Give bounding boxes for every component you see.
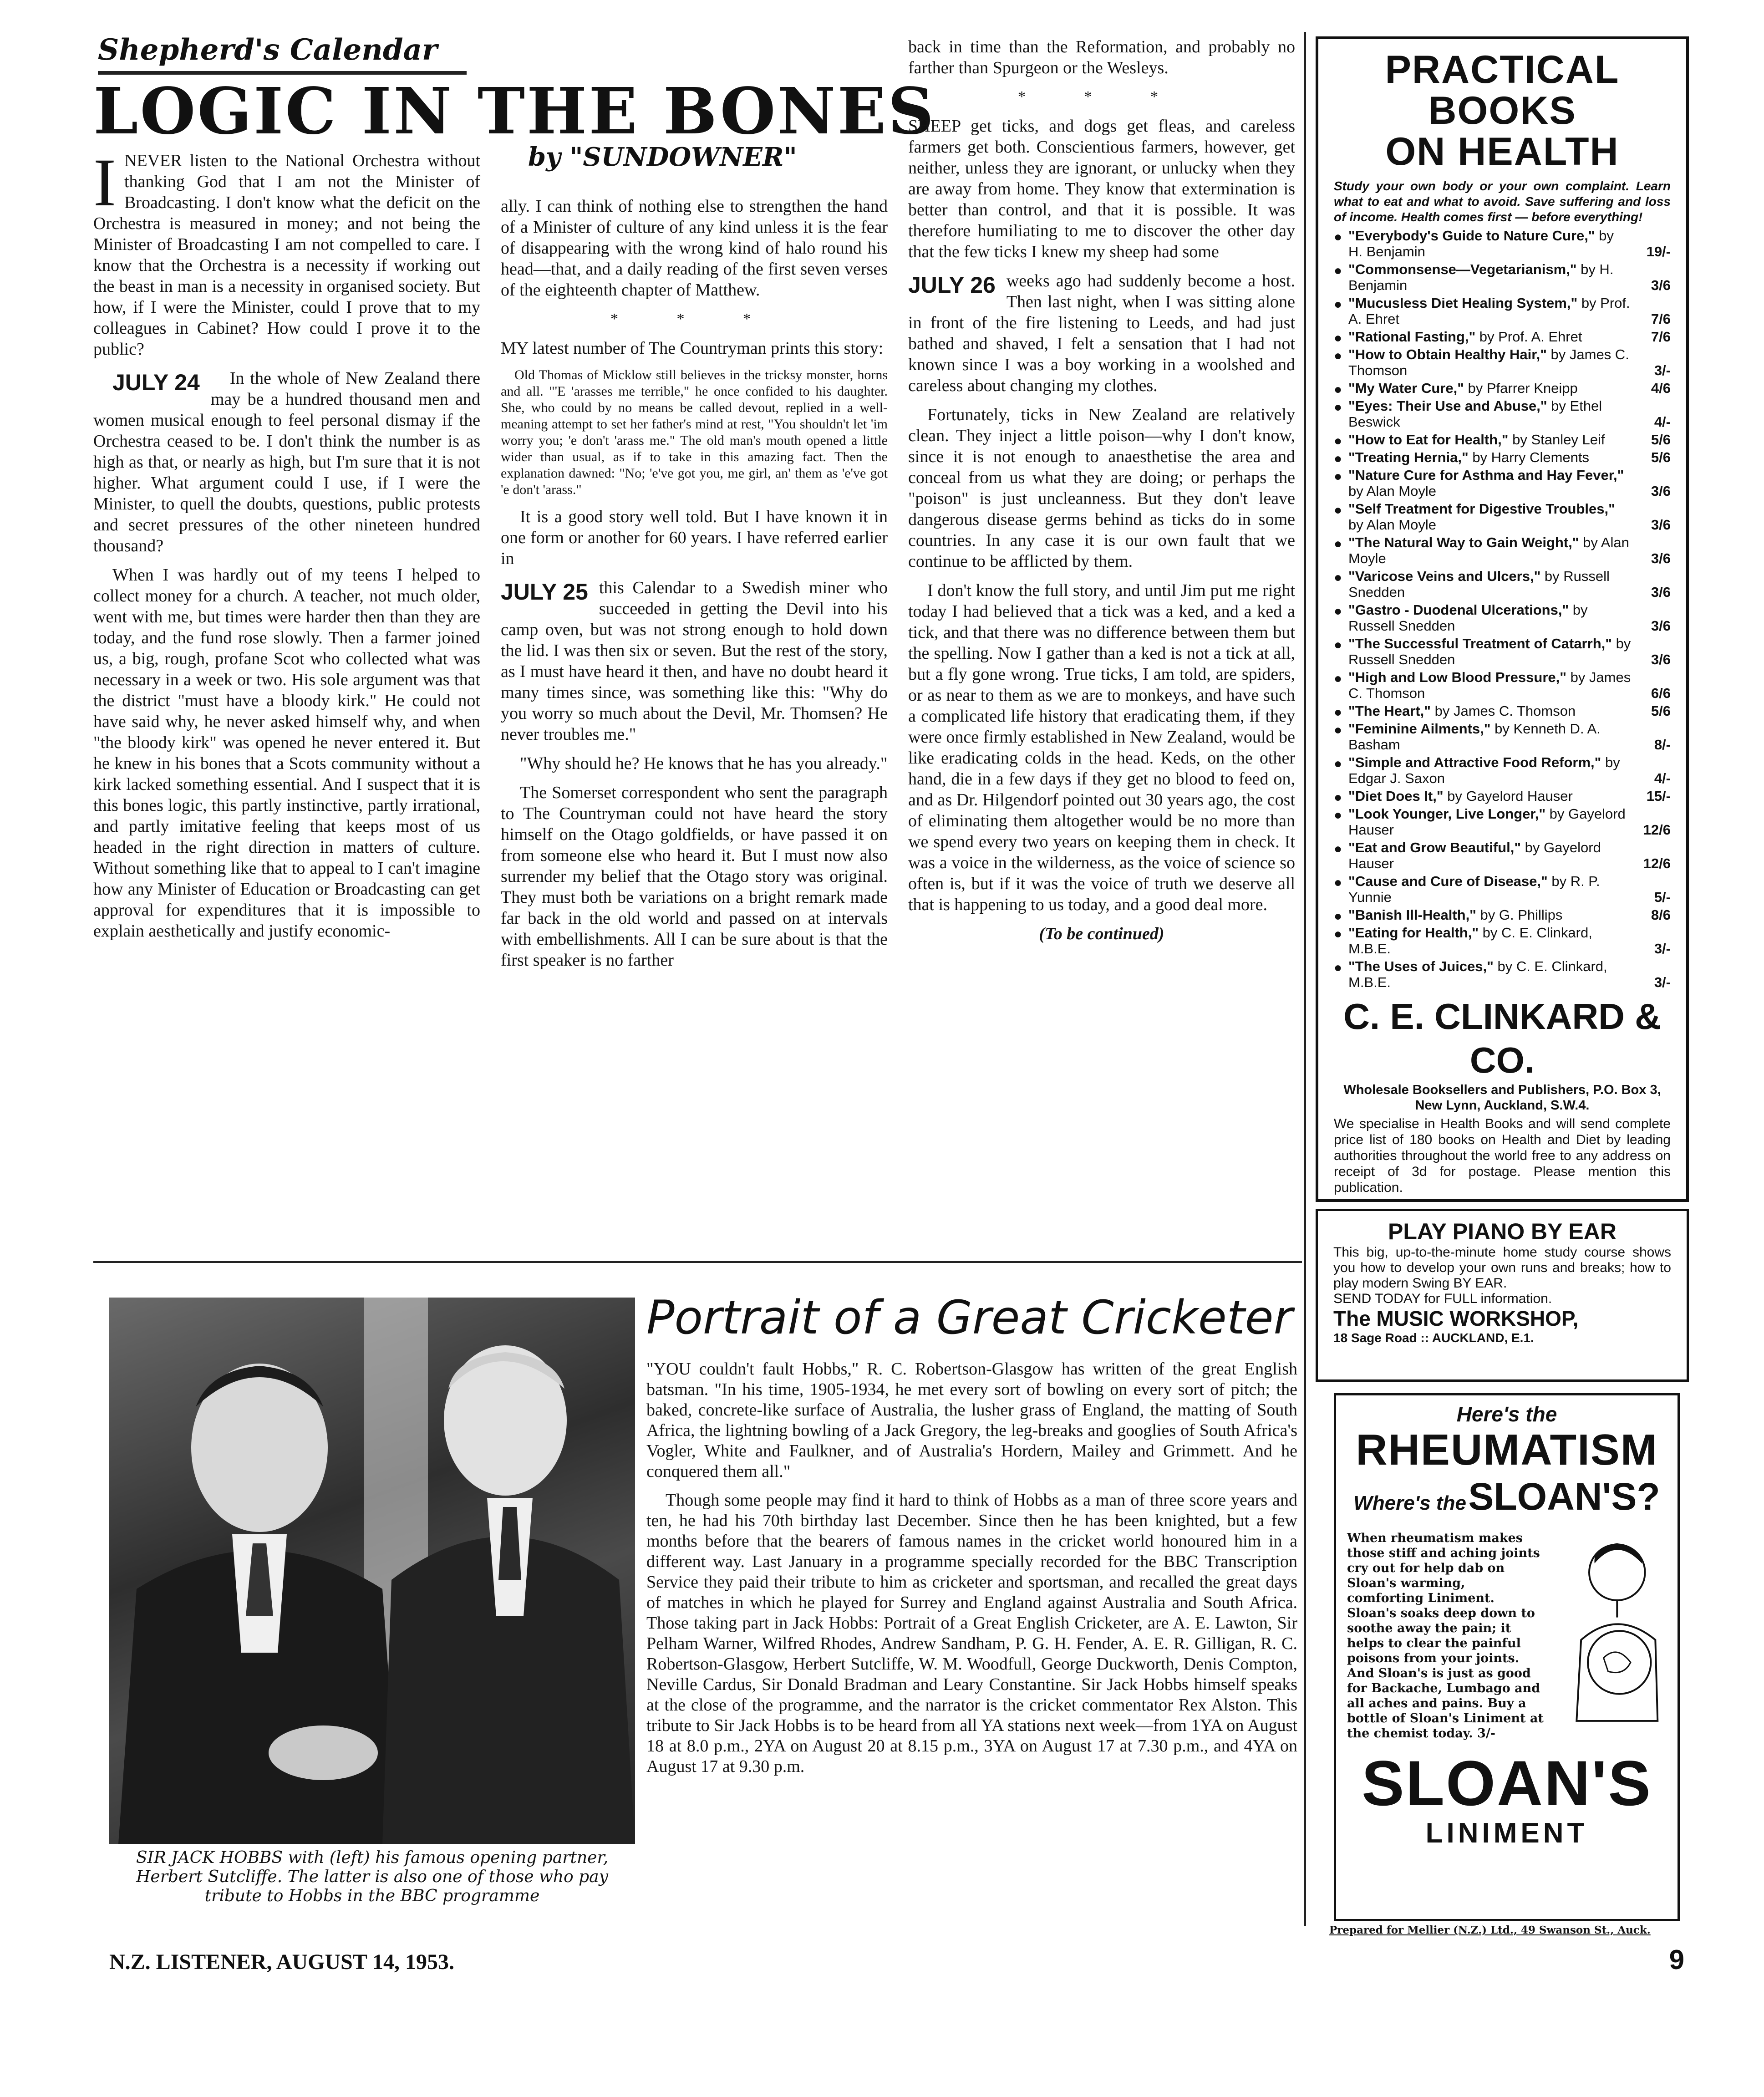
bullet-icon: ● bbox=[1334, 400, 1342, 415]
book-title: "Banish Ill-Health," bbox=[1348, 907, 1476, 923]
book-title: "Eyes: Their Use and Abuse," bbox=[1348, 398, 1547, 414]
book-list bbox=[1334, 228, 1671, 990]
book-author: by R. P. Yunnie bbox=[1348, 873, 1600, 905]
book-item bbox=[1334, 636, 1671, 667]
book-title: "Simple and Attractive Food Reform," bbox=[1348, 754, 1601, 770]
article-paragraph: back in time than the Reformation, and probably no farther than Spurgeon or the Wesleys. bbox=[908, 37, 1295, 77]
sloans-heres: Here's the bbox=[1456, 1402, 1557, 1426]
cricket-article bbox=[646, 1359, 1297, 1896]
book-author: by Pfarrer Kneipp bbox=[1468, 380, 1578, 396]
sloans-liniment: LINIMENT bbox=[1425, 1817, 1588, 1849]
bullet-icon: ● bbox=[1334, 841, 1342, 856]
bullet-icon: ● bbox=[1334, 451, 1342, 466]
book-item bbox=[1334, 329, 1671, 345]
book-title: "Eating for Health," bbox=[1348, 925, 1479, 941]
book-title: "Diet Does It," bbox=[1348, 788, 1444, 804]
book-title: "Eat and Grow Beautiful," bbox=[1348, 840, 1521, 855]
bullet-icon: ● bbox=[1334, 570, 1342, 585]
article-paragraph: It is a good story well told. But I have known it in one form or another for 60 years. I have referred earlier in bbox=[501, 507, 888, 568]
dateline: JULY 25 bbox=[501, 579, 588, 605]
bullet-icon: ● bbox=[1334, 382, 1342, 397]
book-title: "Gastro - Duodenal Ulcerations," bbox=[1348, 602, 1569, 618]
book-title: "Rational Fasting," bbox=[1348, 329, 1476, 345]
book-price: 8/6 bbox=[1648, 907, 1671, 923]
book-author: by Prof. A. Ehret bbox=[1348, 295, 1630, 327]
article-column-2 bbox=[501, 196, 888, 1257]
ad-title-line-2: ON HEALTH bbox=[1385, 130, 1619, 173]
book-item bbox=[1334, 380, 1671, 396]
book-price: 4/- bbox=[1652, 770, 1671, 786]
book-title: "The Heart," bbox=[1348, 703, 1431, 719]
book-item bbox=[1334, 467, 1671, 499]
paragraph-text: NEVER listen to the National Orchestra without thanking God that I am not the Minister of Broadcasting. I don't know what the deficit on the Orchestra is measured in money; and not being the Minister of Broadcasting I am not compelled to care. I know that the Orchestra is a necessity if working out the beast in man is a necessity in organised society. But how, if I were the Minister, could I prove that to my colleagues in Cabinet? How could I prove it to the public? bbox=[93, 151, 480, 359]
book-price: 3/6 bbox=[1648, 651, 1671, 667]
book-title: "Varicose Veins and Ulcers," bbox=[1348, 568, 1541, 584]
book-item bbox=[1334, 261, 1671, 293]
book-item bbox=[1334, 228, 1671, 260]
book-author: by Gayelord Hauser bbox=[1348, 840, 1601, 871]
book-title: "How to Obtain Healthy Hair," bbox=[1348, 346, 1547, 362]
book-author: by Russell Snedden bbox=[1348, 602, 1588, 634]
book-price: 5/6 bbox=[1648, 449, 1671, 465]
bullet-icon: ● bbox=[1334, 229, 1342, 244]
book-author: by Alan Moyle bbox=[1348, 517, 1436, 533]
column-rule bbox=[1304, 32, 1306, 1926]
book-price: 3/6 bbox=[1648, 618, 1671, 634]
book-author: by Gayelord Hauser bbox=[1447, 788, 1573, 804]
book-price: 3/- bbox=[1652, 362, 1671, 378]
bullet-icon: ● bbox=[1334, 469, 1342, 484]
book-author: by Alan Moyle bbox=[1348, 483, 1436, 499]
book-item bbox=[1334, 432, 1671, 448]
quote-text: Old Thomas of Micklow still believes in the tricksy monster, horns and all. "'E 'arasses me terrible," he once confided to his daughter. She, who could by no means be called devout, replied in a well-meaning attempt to set her father's mind at rest, "You shouldn't let 'im worry you; 'e don't 'arass me." The old man's mouth opened a little wider than usual, as if to take in this amazing fact. Then the explanation dawned: "No; 'e've got you, me girl, an' them as 'e've got 'e don't 'arass." bbox=[501, 367, 888, 497]
bullet-icon: ● bbox=[1334, 348, 1342, 363]
book-author: by Gayelord Hauser bbox=[1348, 806, 1626, 838]
book-price: 5/- bbox=[1652, 889, 1671, 905]
article-column-3 bbox=[908, 36, 1295, 1257]
bullet-icon: ● bbox=[1334, 723, 1342, 738]
book-author: by C. E. Clinkard, M.B.E. bbox=[1348, 958, 1607, 990]
book-item bbox=[1334, 840, 1671, 871]
quoted-story bbox=[501, 367, 888, 498]
book-author: by James C. Thomson bbox=[1434, 703, 1576, 719]
bullet-icon: ● bbox=[1334, 433, 1342, 448]
book-title: "Feminine Ailments," bbox=[1348, 721, 1491, 737]
book-title: "Treating Hernia," bbox=[1348, 449, 1469, 465]
piano-company: The MUSIC WORKSHOP, bbox=[1333, 1307, 1579, 1330]
article-paragraph: I don't know the full story, and until Jim put me right today I had believed that a tick was a ked, and a ked a tick, and that there was no difference between them but the spelling. Now I gather than a ked is not a tick at all, but a fly gone wrong. True ticks, I am told, are spiders, or as near to them as we are to monkeys, and have such a complicated life history that eradicating them, if they were once firmly established in New Zealand, would be like eradicating colds in the head. Keds, on the other hand, die in a few days if they get no blood to feed on, and as Dr. Hilgendorf pointed out 30 years ago, the cost of eliminating them altogether would be no more than we spend every two years on keeping them in check. It was a voice in the wilderness, as the voice of science so often is, but if it was the voice of truth we deserve all that is happening to us today, and a good deal more. bbox=[908, 581, 1295, 914]
piano-send: SEND TODAY for FULL information. bbox=[1333, 1291, 1552, 1306]
company-address: Wholesale Booksellers and Publishers, P.O. Box 3, New Lynn, Auckland, S.W.4. bbox=[1343, 1083, 1661, 1113]
book-item bbox=[1334, 754, 1671, 786]
book-title: "Look Younger, Live Longer," bbox=[1348, 806, 1546, 822]
book-item bbox=[1334, 295, 1671, 327]
book-author: by Alan Moyle bbox=[1348, 534, 1629, 566]
article-paragraph: Fortunately, ticks in New Zealand are relatively clean. They inject a little poison—why I don't know, since it is not enough to anaesthetise the area and conceal from us what they are doing; or perhaps the "poison" is just uncleanness. But they don't leave dangerous disease germs behind as ticks do in some countries. In any case it is our own fault that we continue to be afflicted by them. bbox=[908, 405, 1295, 571]
article-paragraph: ally. I can think of nothing else to strengthen the hand of a Minister of culture of any kind unless it is the fear of disappearing with the wrong kind of halo round his head—that, and a daily reading of the first seven verses of the eighteenth chapter of Matthew. bbox=[501, 197, 888, 300]
book-price: 3/- bbox=[1652, 941, 1671, 957]
book-title: "The Uses of Juices," bbox=[1348, 958, 1494, 974]
article-paragraph: MY latest number of The Countryman prints this story: bbox=[501, 339, 884, 358]
bullet-icon: ● bbox=[1334, 671, 1342, 686]
book-item bbox=[1334, 449, 1671, 465]
book-author: by Stanley Leif bbox=[1512, 432, 1605, 448]
book-price: 6/6 bbox=[1648, 685, 1671, 701]
book-title: "The Natural Way to Gain Weight," bbox=[1348, 534, 1579, 550]
book-price: 3/6 bbox=[1648, 517, 1671, 533]
paragraph-text: this Calendar to a Swedish miner who succeeded in getting the Devil into his camp oven, but was not strong enough to hold down the lid. I was then six or seven. But the rest of the story, as I must have heard it then, and have no doubt heard it many times since, was something like this: "Why do you worry so much about the Devil, Mr. Thomsen? He never troubles me." bbox=[501, 578, 888, 744]
article-paragraph: The Somerset correspondent who sent the paragraph to The Countryman could not have heard the story himself on the Otago goldfields, or have passed it on from someone else who heard it. But I must now also surrender my belief that the Otago story was original. They must both be variations on a bright remark made far back in the old world and passed on at intervals with embellishments. All I can be sure about is that the first speaker is no farther bbox=[501, 783, 888, 970]
woman-illustration-icon bbox=[1550, 1531, 1667, 1749]
bullet-icon: ● bbox=[1334, 875, 1342, 890]
book-price: 4/6 bbox=[1648, 380, 1671, 396]
bullet-icon: ● bbox=[1334, 297, 1342, 312]
book-author: by Russell Snedden bbox=[1348, 568, 1610, 600]
book-price: 8/- bbox=[1652, 737, 1671, 753]
bullet-icon: ● bbox=[1334, 263, 1342, 278]
book-price: 7/6 bbox=[1648, 311, 1671, 327]
section-label: Shepherd's Calendar bbox=[98, 33, 437, 67]
book-price: 15/- bbox=[1644, 788, 1671, 804]
book-item bbox=[1334, 501, 1671, 533]
bullet-icon: ● bbox=[1334, 909, 1342, 924]
company-name: C. E. CLINKARD & CO. bbox=[1343, 996, 1661, 1080]
book-price: 12/6 bbox=[1641, 855, 1671, 871]
book-author: by C. E. Clinkard, M.B.E. bbox=[1348, 925, 1592, 957]
book-title: "The Successful Treatment of Catarrh," bbox=[1348, 636, 1612, 651]
book-price: 3/6 bbox=[1648, 584, 1671, 600]
hobbs-sutcliffe-photo bbox=[109, 1298, 635, 1844]
book-author: by H. Benjamin bbox=[1348, 228, 1614, 260]
article-paragraph bbox=[908, 270, 1295, 396]
book-title: "How to Eat for Health," bbox=[1348, 432, 1509, 448]
book-title: "Mucusless Diet Healing System," bbox=[1348, 295, 1578, 311]
book-item bbox=[1334, 788, 1671, 804]
book-author: by Harry Clements bbox=[1472, 449, 1589, 465]
book-price: 7/6 bbox=[1648, 329, 1671, 345]
ad-intro: Study your own body or your own complaint. Learn what to eat and what to avoid. Save suffering and loss of income. Health comes first — before everything! bbox=[1334, 179, 1671, 224]
bullet-icon: ● bbox=[1334, 960, 1342, 975]
book-item bbox=[1334, 398, 1671, 430]
paragraph-text: weeks ago had suddenly become a host. Then last night, when I was sitting alone in front of the fire listening to Leeds, and had just bathed and shaved, I felt a sensation that I had not known since I was a boy working in a woolshed and careless about changing my clothes. bbox=[908, 271, 1295, 395]
book-price: 19/- bbox=[1644, 244, 1671, 260]
bullet-icon: ● bbox=[1334, 705, 1342, 720]
book-price: 3/6 bbox=[1648, 483, 1671, 499]
book-item bbox=[1334, 925, 1671, 957]
publication-footer: N.Z. LISTENER, AUGUST 14, 1953. bbox=[109, 1950, 454, 1974]
bullet-icon: ● bbox=[1334, 331, 1342, 346]
ad-title-line-1: PRACTICAL BOOKS bbox=[1385, 48, 1620, 132]
book-price: 12/6 bbox=[1641, 822, 1671, 838]
article-paragraph bbox=[93, 145, 480, 360]
sloans-wheres bbox=[1347, 1474, 1667, 1531]
byline: by "SUNDOWNER" bbox=[528, 142, 797, 172]
bullet-icon: ● bbox=[1334, 637, 1342, 652]
photo-figures-icon bbox=[109, 1298, 635, 1844]
paragraph-text: In the whole of New Zealand there may be a hundred thousand men and women musical enough to feel personal dismay if the Orchestra ceased to be. I don't think the number is as high as that, or nearly as high, but I'm sure that it is not higher. What argument could I use, if I were the Minister, to quell the doubts, questions, public protests and secret pressures of the other nineteen hundred thousand? bbox=[93, 369, 480, 555]
article-paragraph bbox=[93, 368, 480, 556]
piano-advertisement bbox=[1316, 1209, 1689, 1382]
book-author: by Prof. A. Ehret bbox=[1479, 329, 1582, 345]
book-author: by Russell Snedden bbox=[1348, 636, 1631, 667]
section-stars: * * * bbox=[610, 310, 778, 327]
bullet-icon: ● bbox=[1334, 503, 1342, 518]
book-price: 5/6 bbox=[1648, 432, 1671, 448]
article-paragraph: When I was hardly out of my teens I helped to collect money for a church. A teacher, not much older, went with me, but times were harder then than they are today, and the fund rose slowly. Then a farmer joined us, a big, rough, profane Scot who collected what was necessary in a week or two. His sole argument was that the district "must have a bloody kirk." He could not have said why, he never asked himself why, and when "the bloody kirk" was opened he never entered it. But he knew in his bones that a Scots community without a kirk lacked something essential. And I suspect that it is this bones logic, this partly instinctive, partly irrational, and partly imitative feeling that keeps most of us headed in the right direction in matters of culture. Without something like that to appeal to I can't imagine how any Minister of Education or Broadcasting can get approval for expenditures that it is impossible to explain aesthetically and justify economic- bbox=[93, 565, 480, 941]
book-title: "Self Treatment for Digestive Troubles," bbox=[1348, 501, 1615, 517]
book-title: "Commonsense—Vegetarianism," bbox=[1348, 261, 1577, 277]
article-paragraph: "Why should he? He knows that he has you already." bbox=[520, 754, 888, 773]
article-title: LOGIC IN THE BONES bbox=[93, 74, 936, 149]
bullet-icon: ● bbox=[1334, 756, 1342, 771]
book-price: 3/6 bbox=[1648, 277, 1671, 293]
cricket-headline: Portrait of a Great Cricketer bbox=[646, 1291, 1293, 1345]
section-heading bbox=[98, 32, 471, 73]
book-item bbox=[1334, 346, 1671, 378]
sloans-rheumatism: RHEUMATISM bbox=[1356, 1425, 1658, 1474]
bullet-icon: ● bbox=[1334, 536, 1342, 551]
sloans-advertisement bbox=[1334, 1393, 1680, 1921]
book-author: by James C. Thomson bbox=[1348, 346, 1629, 378]
piano-address: 18 Sage Road :: AUCKLAND, E.1. bbox=[1333, 1331, 1534, 1345]
book-title: "Everybody's Guide to Nature Cure," bbox=[1348, 228, 1595, 244]
book-price: 5/6 bbox=[1648, 703, 1671, 719]
book-title: "High and Low Blood Pressure," bbox=[1348, 669, 1566, 685]
continued-note: (To be continued) bbox=[1039, 924, 1164, 943]
book-title: "My Water Cure," bbox=[1348, 380, 1464, 396]
piano-body: This big, up-to-the-minute home study course shows you how to develop your own runs and breaks; how to play modern Swing BY EAR. bbox=[1333, 1245, 1671, 1291]
ad-footer-text: We specialise in Health Books and will send complete price list of 180 books on Health and Diet by leading authorities throughout the world free to any address on receipt of 3d for postage. Please mention this publication. bbox=[1334, 1116, 1671, 1195]
books-advertisement bbox=[1316, 36, 1689, 1202]
wheres-text: Where's the bbox=[1353, 1492, 1466, 1514]
section-rule bbox=[93, 1261, 1302, 1263]
drop-cap: I bbox=[93, 145, 116, 220]
cricket-paragraph: Though some people may find it hard to think of Hobbs as a man of three score years and ten, he had his 70th birthday last December. Since then he has been knighted, but a few months before that the bearers of famous names in the cricket world honoured him in a different way. Last January in a programme specially recorded for the BBC Transcription Service they paid their tribute to him as cricketer and sportsman, and recalled the great days of matches in which he played for Surrey and England against Australia and South Africa. Those taking part in Jack Hobbs: Portrait of a Great English Cricketer, are A. E. Lawton, Sir Pelham Warner, Wilfred Rhodes, Andrew Sandham, P. G. H. Fender, A. E. R. Gilligan, R. C. Robertson-Glasgow, Herbert Sutcliffe, W. M. Woodfull, George Duckworth, Denis Compton, Neville Cardus, Sir Donald Bradman and Leary Constantine. Sir Jack Hobbs himself speaks at the close of the programme, and the narrator is the cricket commentator Rex Alston. This tribute to Sir Jack Hobbs is to be heard from all YA stations next week—from 1YA on August 18 at 8.0 p.m., 2YA on August 20 at 8.15 p.m., 3YA on August 17 at 7.30 p.m., and 4YA on August 17 at 9.30 p.m. bbox=[646, 1491, 1297, 1776]
cricket-paragraph: "YOU couldn't fault Hobbs," R. C. Robertson-Glasgow has written of the great English batsman. "In his time, 1905-1934, he met every sort of bowling on every sort of pitch; the baked, concrete-like surface of Australia, the lusher grass of England, the matting of South Africa, the lightning bowling of a Jack Gregory, the leg-breaks and googlies of South Africa's Vogler, White and Faulkner, and of Australia's Hordern, Mailey and Grimmett. And he conquered them all." bbox=[646, 1359, 1297, 1481]
dateline: JULY 24 bbox=[112, 370, 200, 395]
book-author: by Ethel Beswick bbox=[1348, 398, 1602, 430]
article-paragraph bbox=[501, 577, 888, 745]
book-item bbox=[1334, 534, 1671, 566]
section-stars: * * * bbox=[1018, 88, 1185, 105]
book-author: by Edgar J. Saxon bbox=[1348, 754, 1620, 786]
article-paragraph: SHEEP get ticks, and dogs get fleas, and careless farmers get both. Conscientious farmers, however, get neither, unless they are ignorant, or unlucky when they are away from home. They know that extermination is better than control, and that it is possible. It was therefore humiliating to me to discover the other day that the few ticks I knew my sheep had some bbox=[908, 117, 1295, 261]
book-item bbox=[1334, 958, 1671, 990]
book-author: by H. Benjamin bbox=[1348, 261, 1614, 293]
bullet-icon: ● bbox=[1334, 790, 1342, 805]
bullet-icon: ● bbox=[1334, 808, 1342, 823]
sloans-brand: SLOAN'S bbox=[1362, 1747, 1652, 1819]
book-item bbox=[1334, 669, 1671, 701]
book-price: 4/- bbox=[1652, 414, 1671, 430]
book-title: "Cause and Cure of Disease," bbox=[1348, 873, 1548, 889]
book-item bbox=[1334, 721, 1671, 753]
book-author: by Kenneth D. A. Basham bbox=[1348, 721, 1601, 753]
photo-caption: SIR JACK HOBBS with (left) his famous opening partner, Herbert Sutcliffe. The latter is also one of those who pay tribute to Hobbs in the BBC programme bbox=[136, 1848, 609, 1905]
book-price: 3/6 bbox=[1648, 550, 1671, 566]
page-number: 9 bbox=[1669, 1944, 1684, 1975]
bullet-icon: ● bbox=[1334, 926, 1342, 942]
book-item bbox=[1334, 568, 1671, 600]
bullet-icon: ● bbox=[1334, 604, 1342, 619]
book-title: "Nature Cure for Asthma and Hay Fever," bbox=[1348, 467, 1624, 483]
book-item bbox=[1334, 907, 1671, 923]
article-column-1 bbox=[93, 145, 480, 1252]
sloans-question: SLOAN'S? bbox=[1468, 1475, 1660, 1518]
book-item bbox=[1334, 703, 1671, 719]
book-item bbox=[1334, 873, 1671, 905]
sloans-body: When rheumatism makes those stiff and aching joints cry out for help dab on Sloan's warming, comforting Liniment. Sloan's soaks deep down to soothe away the pain; it helps to clear the painful poisons from your joints. And Sloan's is just as good for Backache, Lumbago and all aches and pains. Buy a bottle of Sloan's Liniment at the chemist today. 3/- bbox=[1347, 1531, 1544, 1741]
book-item bbox=[1334, 806, 1671, 838]
book-price: 3/- bbox=[1652, 974, 1671, 990]
book-author: by G. Phillips bbox=[1480, 907, 1563, 923]
book-item bbox=[1334, 602, 1671, 634]
book-author: by James C. Thomson bbox=[1348, 669, 1631, 701]
dateline: JULY 26 bbox=[908, 272, 996, 298]
piano-title: PLAY PIANO BY EAR bbox=[1388, 1219, 1617, 1244]
sloans-prepared: Prepared for Mellier (N.Z.) Ltd., 49 Swanson St., Auck. bbox=[1329, 1924, 1651, 1936]
